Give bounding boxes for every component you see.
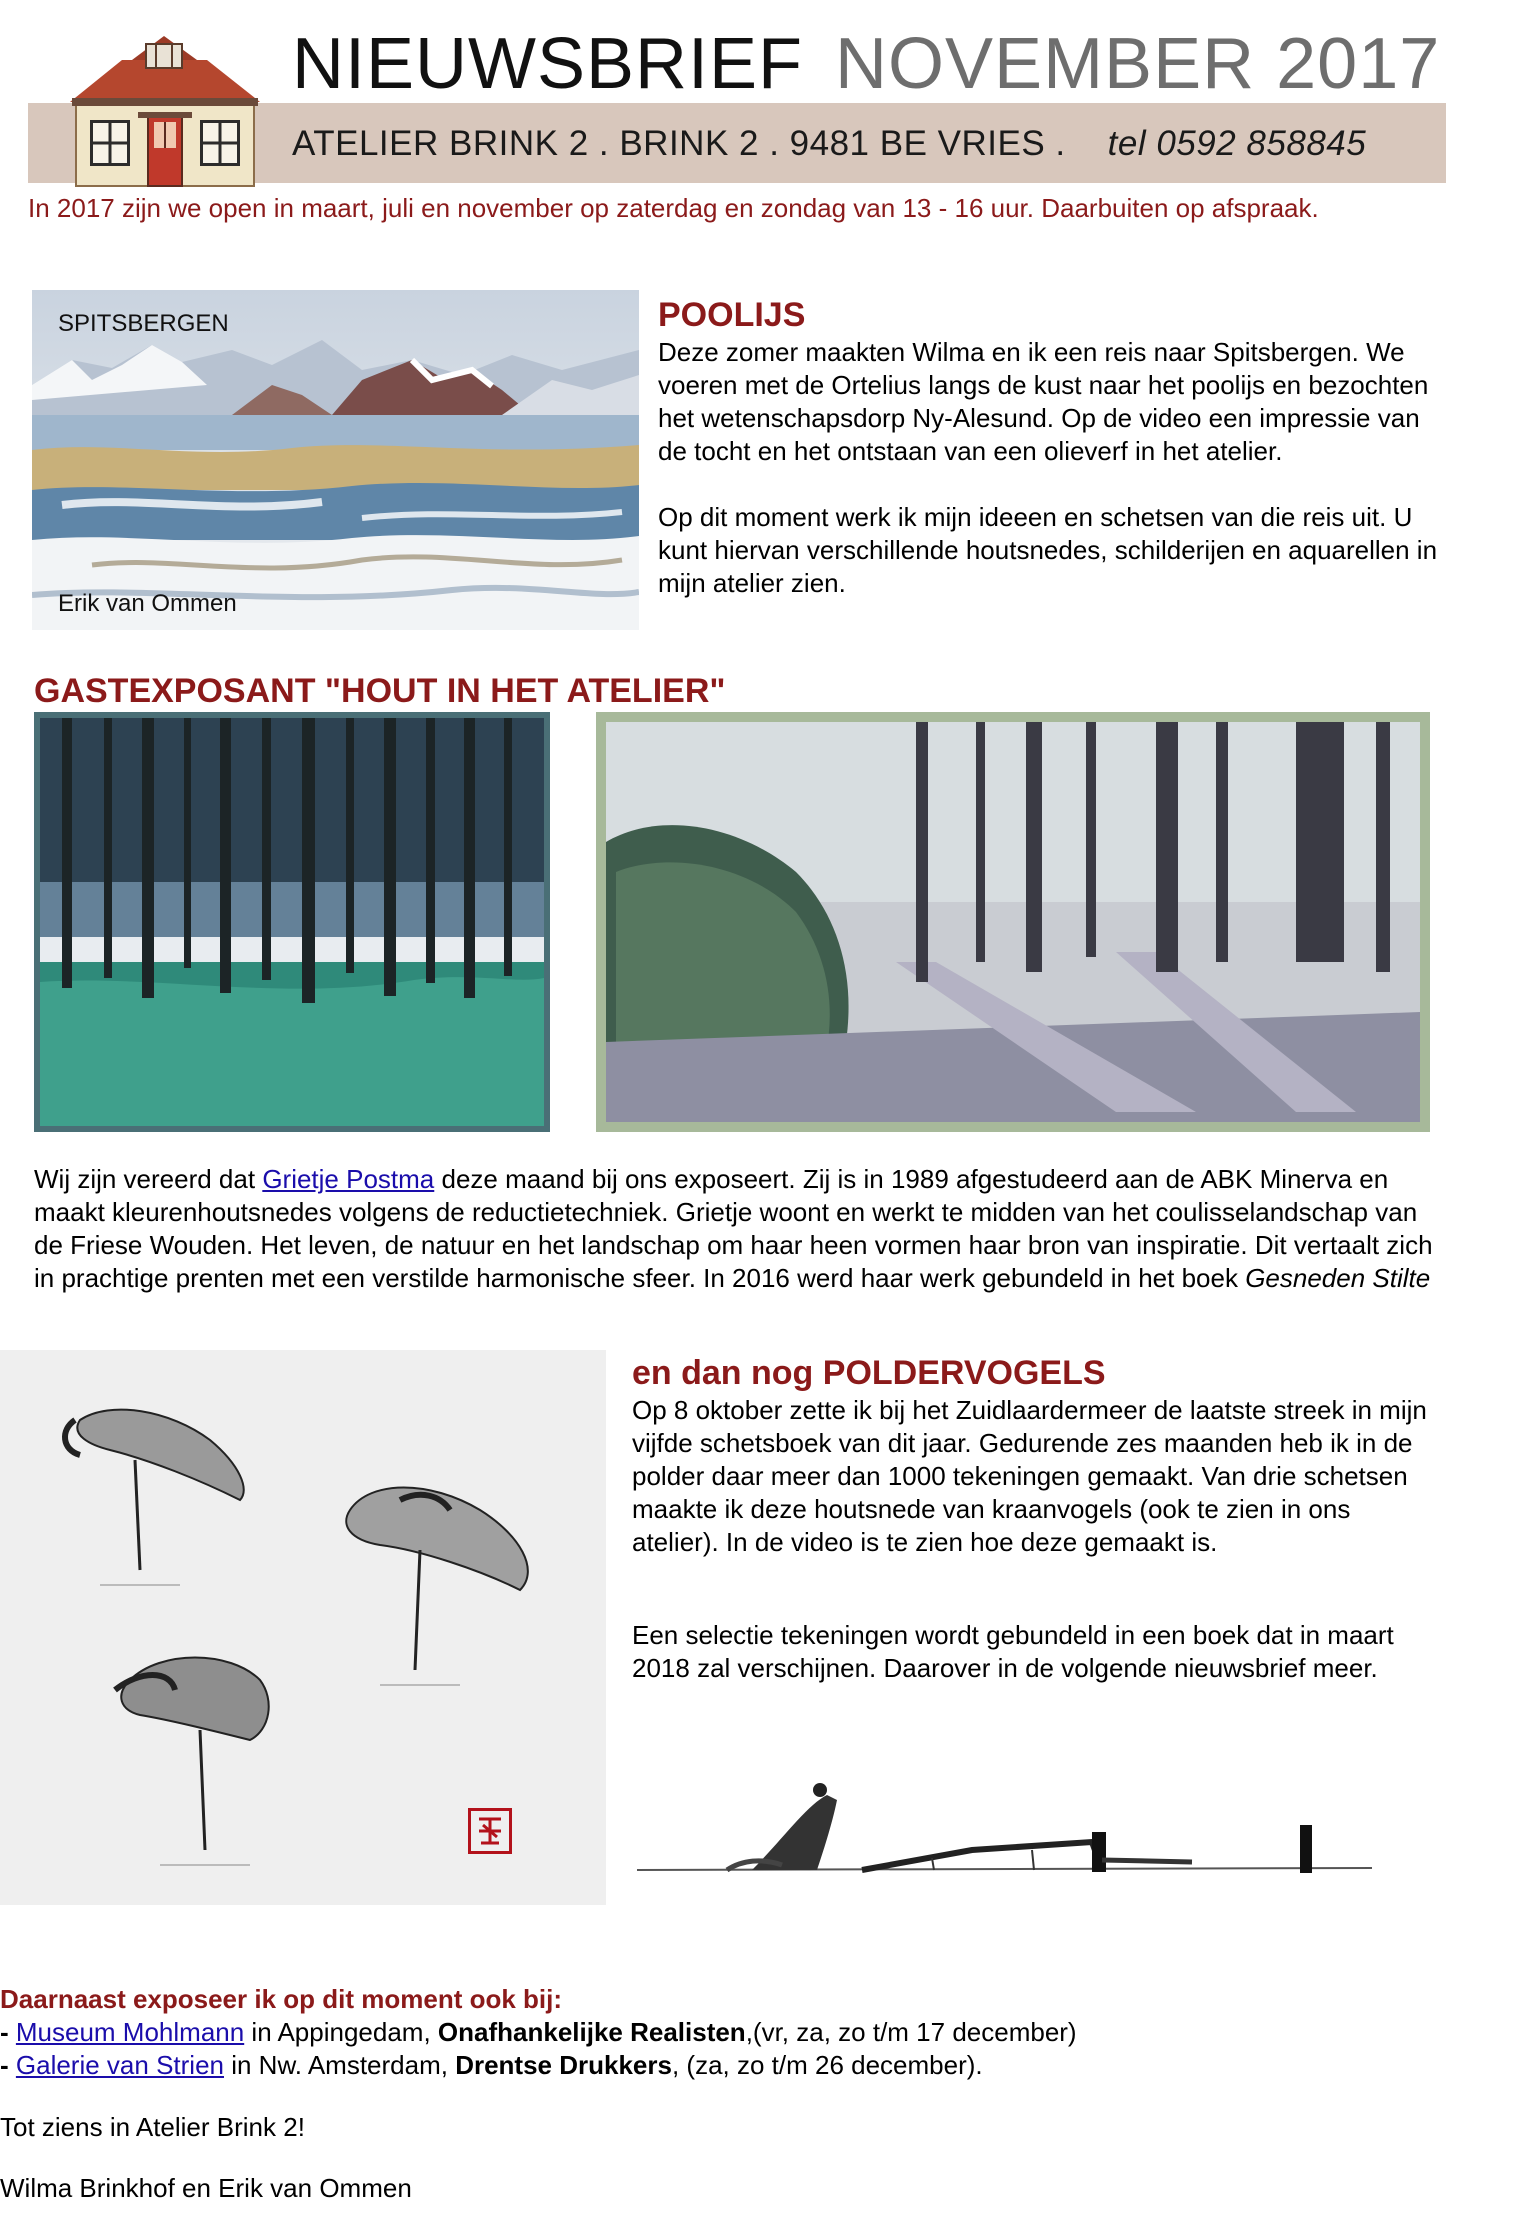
hanko-seal-stamp bbox=[468, 1808, 512, 1854]
galerie-van-strien-link[interactable]: Galerie van Strien bbox=[15, 2050, 224, 2080]
grietje-postma-link[interactable]: Grietje Postma bbox=[262, 1164, 435, 1194]
gastexposant-heading: GASTEXPOSANT "HOUT IN HET ATELIER" bbox=[34, 672, 726, 710]
gast-text-body: deze maand bij ons exposeert. Zij is in 1989 afgestudeerd aan de ABK Minerva en maakt kleurenhoutsnedes volgens de reductietechniek. Grietje woont en werkt te midden van het coulisselandschap van de Friese Wouden. Het leven, de natuur en het landschap om haar heen vormen haar bron van inspiratie. Dit vertaalt zich in prachtige prenten met een verstilde harmonische sfeer. In 2016 werd haar werk gebundeld in het boek bbox=[34, 1164, 1433, 1293]
atelier-address bbox=[292, 122, 1366, 166]
exhibition-show: Onafhankelijke Realisten bbox=[437, 2017, 746, 2047]
exhibition-item-strien bbox=[0, 2049, 983, 2082]
exhibition-show: Drentse Drukkers bbox=[455, 2050, 672, 2080]
exhibition-place: in Appingedam, bbox=[244, 2017, 438, 2047]
gast-text-intro: Wij zijn vereerd dat bbox=[34, 1164, 263, 1194]
poldervogels-paragraph-1: Op 8 oktober zette ik bij het Zuidlaardermeer de laatste streek in mijn vijfde schetsboek van dit jaar. Gedurende zes maanden heb ik in de polder daar meer dan 1000 tekeningen gemaakt. Van drie schetsen maakte ik deze houtsnede van kraanvogels (ook te zien in ons atelier). In de video is te zien hoe deze gemaakt is. bbox=[632, 1395, 1427, 1557]
book-title: Gesneden Stilte bbox=[1245, 1263, 1431, 1293]
poldervogels-heading: en dan nog POLDERVOGELS bbox=[632, 1354, 1106, 1392]
exhibition-item-mohlmann bbox=[0, 2016, 1077, 2049]
exhibition-bullet: - bbox=[0, 2017, 16, 2047]
spitsbergen-watercolor-image bbox=[32, 290, 639, 630]
image-title-label: SPITSBERGEN bbox=[58, 310, 229, 337]
poldervogels-paragraph-2: Een selectie tekeningen wordt gebundeld in een boek dat in maart 2018 zal verschijnen. Daarover in de volgende nieuwsbrief meer. bbox=[632, 1620, 1394, 1683]
address-text: ATELIER BRINK 2 . BRINK 2 . 9481 BE VRIES . bbox=[292, 124, 1066, 163]
exhibition-place: in Nw. Amsterdam, bbox=[224, 2050, 456, 2080]
forest-woodcut-print-2 bbox=[596, 712, 1430, 1132]
newsletter-title bbox=[292, 24, 1440, 104]
image-credit-label: Erik van Ommen bbox=[58, 590, 237, 617]
exhibitions-heading: Daarnaast exposeer ik op dit moment ook bij: bbox=[0, 1984, 563, 2014]
museum-mohlmann-link[interactable]: Museum Mohlmann bbox=[15, 2017, 245, 2047]
exhibition-dates: , (za, zo t/m 26 december). bbox=[671, 2050, 983, 2080]
exhibition-bullet: - bbox=[0, 2050, 16, 2080]
opening-hours: In 2017 zijn we open in maart, juli en november op zaterdag en zondag van 13 - 16 uur. Daarbuiten op afspraak. bbox=[28, 193, 1319, 223]
newsletter-name: NIEUWSBRIEF bbox=[292, 24, 804, 104]
forest-woodcut-print-1 bbox=[34, 712, 550, 1132]
poolijs-heading: POOLIJS bbox=[658, 296, 806, 334]
atelier-house-logo bbox=[62, 30, 267, 188]
gastexposant-text bbox=[34, 1163, 1434, 1295]
cranes-woodcut-image bbox=[0, 1350, 606, 1905]
poolijs-paragraph-2: Op dit moment werk ik mijn ideeen en schetsen van die reis uit. U kunt hiervan verschillende houtsnedes, schilderijen en aquarellen in mijn atelier zien. bbox=[658, 502, 1438, 598]
closing-line: Tot ziens in Atelier Brink 2! bbox=[0, 2112, 305, 2142]
phone-number: tel 0592 858845 bbox=[1107, 124, 1367, 163]
newsletter-issue: NOVEMBER 2017 bbox=[835, 24, 1441, 104]
signature: Wilma Brinkhof en Erik van Ommen bbox=[0, 2173, 412, 2203]
polder-ink-sketch-image bbox=[632, 1770, 1392, 1895]
poolijs-paragraph-1: Deze zomer maakten Wilma en ik een reis naar Spitsbergen. We voeren met de Ortelius langs de kust naar het poolijs en bezochten het wetenschapsdorp Ny-Alesund. Op de video een impressie van de tocht en het ontstaan van een olieverf in het atelier. bbox=[658, 337, 1429, 466]
exhibition-dates: ,(vr, za, zo t/m 17 december) bbox=[745, 2017, 1077, 2047]
